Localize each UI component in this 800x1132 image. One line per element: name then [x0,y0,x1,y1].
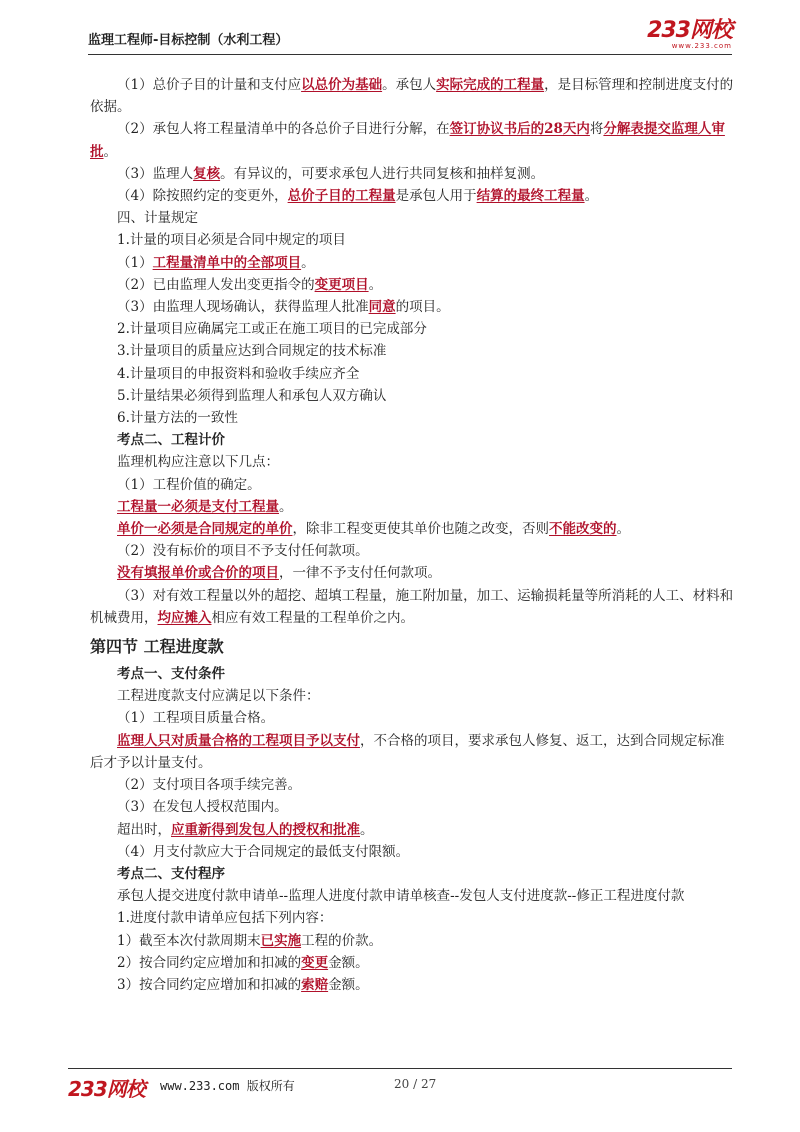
document-body [90,74,734,996]
paragraph [90,296,734,318]
paragraph [90,74,734,118]
text-run: （1）总价子目的计量和支付应 [117,77,302,93]
paragraph [90,363,734,385]
paragraph [90,974,734,996]
text-run: 金额。 [328,954,369,971]
paragraph [90,252,734,274]
highlighted-text: 结算的最终工程量 [476,188,585,205]
highlighted-text: 应重新得到发包人的授权和批准 [171,821,360,838]
text-run: 2）按合同约定应增加和扣减的 [117,954,302,971]
text-run: 1）截至本次付款周期末 [117,932,261,949]
text-run: 。 [103,143,117,160]
paragraph [90,340,734,362]
text-run: （2）承包人将工程量清单中的各总价子目进行分解，在 [117,121,450,138]
paragraph [90,496,734,518]
text-run: 。 [616,521,630,538]
paragraph [90,318,734,340]
paragraph [90,451,734,473]
paragraph [90,730,734,774]
logo-text: 233网校 [647,18,732,43]
text-run: （2）没有标价的项目不予支付任何款项。 [117,543,369,560]
highlighted-text: 单价一必须是合同规定的单价 [117,521,293,538]
page-footer [68,1068,732,1099]
text-run: ，不合格的项目，要求承包人修复、返工，达到合同规定标准后才予以计量支付。 [90,732,725,771]
highlighted-text: 签订协议书后的28天内 [449,121,590,138]
paragraph [90,540,734,562]
text-run: 。承包人 [382,77,437,93]
paragraph [90,841,734,863]
subsection-heading [90,663,734,685]
text-run: 金额。 [328,976,369,993]
text-run: （4）除按照约定的变更外， [117,188,288,205]
paragraph [90,185,734,207]
text-run: 考点一、支付条件 [117,666,225,683]
highlighted-text: 分解表提交监理人审批 [90,121,725,160]
text-run: 。 [584,188,599,205]
brand-logo [647,20,732,50]
section-heading [90,635,734,659]
text-run: 承包人提交进度付款申请单--监理人进度付款申请单核查--发包人支付进度款--修正工程进度付款 [117,888,685,905]
paragraph [90,207,734,229]
highlighted-text: 均应摊入 [157,609,212,626]
highlighted-text: 已实施 [260,932,302,949]
text-run: 的项目。 [395,299,450,316]
text-run: 。 [301,254,315,271]
text-run: 相应有效工程量的工程单价之内。 [211,609,414,626]
highlighted-text: 工程量清单中的全部项目 [152,254,302,271]
text-run: （2）已由监理人发出变更指令的 [117,276,315,293]
highlighted-text: 没有填报单价或合价的项目 [117,565,279,582]
text-run: 4.计量项目的申报资料和验收手续应齐全 [117,365,360,382]
paragraph [90,585,734,629]
text-run: （3）在发包人授权范围内。 [117,799,288,816]
text-run: 。 [368,276,383,293]
text-run: 。 [360,821,374,838]
footer-copyright: www.233.com 版权所有 [160,1079,295,1093]
text-run: 1.计量的项目必须是合同中规定的项目 [117,232,346,249]
text-run: 将 [589,121,604,138]
highlighted-text: 以总价为基础 [301,77,383,93]
document-title: 监理工程师-目标控制（水利工程） [88,33,289,48]
text-run: 工程进度款支付应满足以下条件： [117,688,320,705]
text-run: 1.进度付款申请单应包括下列内容： [117,910,333,927]
subsection-heading [90,863,734,885]
highlighted-text: 实际完成的工程量 [436,77,545,93]
highlighted-text: 工程量一必须是支付工程量 [117,498,279,515]
highlighted-text: 监理人只对质量合格的工程项目予以支付 [117,732,360,749]
paragraph [90,907,734,929]
text-run: 。有异议的，可要求承包人进行共同复核和抽样复测。 [220,165,545,182]
text-run: 超出时， [117,821,171,838]
paragraph [90,385,734,407]
paragraph [90,229,734,251]
text-run: （3）监理人 [117,165,194,182]
text-run: 2.计量项目应确属完工或正在施工项目的已完成部分 [117,321,427,338]
text-run: （3）对有效工程量以外的超挖、超填工程量，施工附加量，加工、运输损耗量等所消耗的人工、材料和机械费用， [90,587,734,626]
highlighted-text: 同意 [368,299,396,316]
text-run: 工程的价款。 [301,932,383,949]
page-number: 20 / 27 [394,1077,437,1091]
text-run: ，一律不予支付任何款项。 [279,565,441,582]
page-header [88,20,732,55]
text-run: 第四节 工程进度款 [90,637,224,657]
paragraph [90,819,734,841]
paragraph [90,885,734,907]
paragraph [90,952,734,974]
paragraph [90,163,734,185]
paragraph [90,685,734,707]
text-run: 3.计量项目的质量应达到合同规定的技术标准 [117,343,387,360]
text-run: （4）月支付款应大于合同规定的最低支付限额。 [117,843,410,860]
subsection-heading [90,429,734,451]
paragraph [90,796,734,818]
text-run: （2）支付项目各项手续完善。 [117,777,302,794]
paragraph [90,474,734,496]
highlighted-text: 变更 [301,954,329,971]
text-run: 四、计量规定 [117,210,198,227]
text-run: 是承包人用于 [395,188,477,205]
paragraph [90,707,734,729]
text-run: （1）工程价值的确定。 [117,476,261,493]
text-run: 监理机构应注意以下几点： [117,454,279,471]
text-run: 5.计量结果必须得到监理人和承包人双方确认 [117,387,387,404]
footer-logo: 233网校 [68,1077,145,1101]
highlighted-text: 不能改变的 [549,521,617,538]
paragraph [90,518,734,540]
text-run: 6.计量方法的一致性 [117,410,238,427]
text-run: 考点二、工程计价 [117,432,225,449]
paragraph [90,562,734,584]
text-run: （3）由监理人现场确认，获得监理人批准 [117,299,369,316]
highlighted-text: 复核 [193,165,221,182]
highlighted-text: 变更项目 [314,276,369,293]
paragraph [90,930,734,952]
paragraph [90,774,734,796]
highlighted-text: 总价子目的工程量 [287,188,396,205]
paragraph [90,407,734,429]
paragraph [90,118,734,162]
text-run: 考点二、支付程序 [117,865,225,882]
text-run: 。 [279,498,293,515]
logo-url: www.233.com [671,42,732,50]
text-run: ，是目标管理和控制进度支付的依据。 [90,77,734,116]
text-run: ，除非工程变更使其单价也随之改变，否则 [292,521,549,538]
text-run: 3）按合同约定应增加和扣减的 [117,976,302,993]
paragraph [90,274,734,296]
text-run: （1） [117,254,153,271]
highlighted-text: 索赔 [301,976,329,993]
text-run: （1）工程项目质量合格。 [117,710,275,727]
